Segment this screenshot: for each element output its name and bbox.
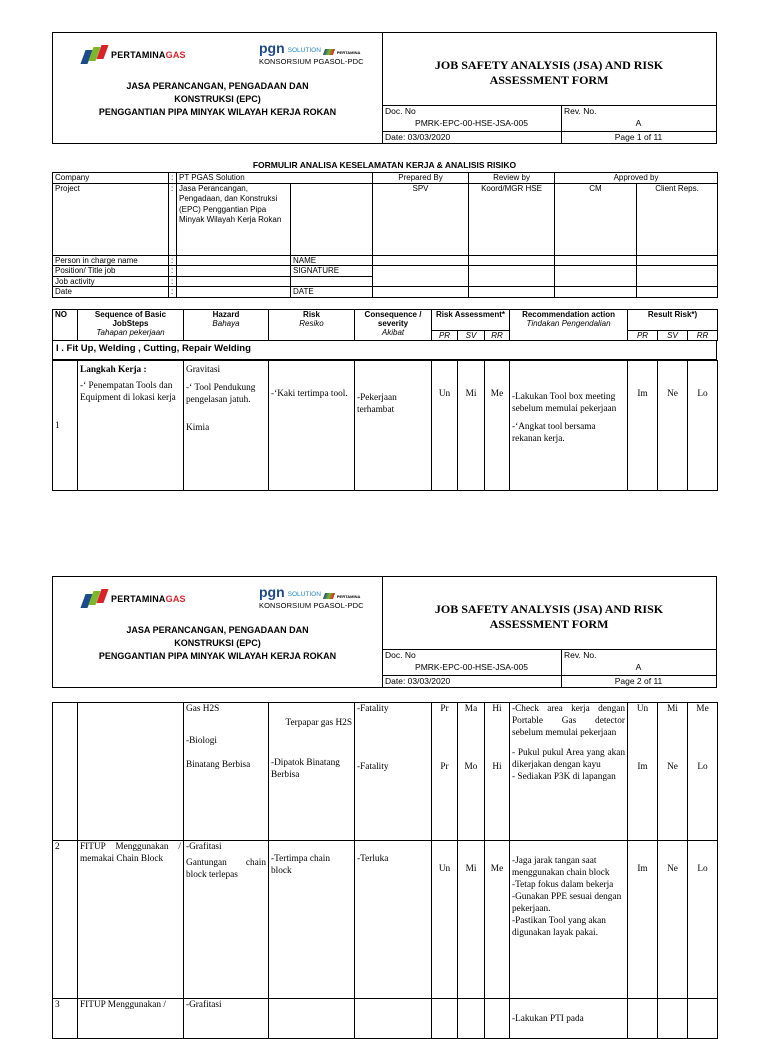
result-pr-cell: Im (628, 361, 658, 491)
result-sv-header: SV (658, 331, 688, 341)
name-koord[interactable] (469, 255, 555, 266)
epc-line-1: JASA PERANCANGAN, PENGADAAN DAN (126, 625, 309, 635)
table-row (53, 361, 718, 491)
rev-value: A (635, 662, 642, 672)
pr-cell: Un (432, 841, 458, 999)
sv-value: Ma (464, 704, 478, 714)
name-cm[interactable] (555, 255, 637, 266)
konsorsium-text: KONSORSIUM PGASOL-PDC (259, 57, 364, 66)
result-rr-value: Lo (697, 762, 708, 772)
pr-value: Pr (440, 762, 449, 772)
result-sv-cell: Ne (658, 841, 688, 999)
date-field[interactable] (177, 287, 291, 298)
hazard-header-en: Hazard (212, 310, 240, 319)
result-rr-cell (688, 999, 718, 1039)
pertamina-logo-text: PERTAMINA (111, 50, 166, 60)
table-row (53, 841, 718, 999)
doc-no-value: PMRK-EPC-00-HSE-JSA-005 (415, 118, 528, 128)
pr-cell: Un (432, 361, 458, 491)
company-label: Company (53, 173, 169, 184)
hazard-cell (184, 361, 269, 491)
signature-koord[interactable] (469, 266, 555, 287)
position-label: Position/ Title job (53, 266, 169, 277)
form-title-line-1: JOB SAFETY ANALYSIS (JSA) AND RISK (434, 58, 664, 72)
project-title (53, 624, 382, 663)
recommendation-text: -‘Angkat tool bersama rekanan kerja. (512, 422, 596, 444)
result-pr-cell (628, 999, 658, 1039)
doc-no-label: Doc. No (385, 650, 416, 660)
pgn-solution-text: SOLUTION (287, 591, 321, 598)
name-client[interactable] (637, 255, 718, 266)
project-value: Jasa Perancangan, Pengadaan, dan Konstruksi (EPC) Penggantian Pipa Minyak Wilayah Kerja Rokan (177, 183, 291, 255)
form-title (382, 602, 716, 632)
rr-header: RR (485, 331, 510, 341)
jsa-body-table-1 (52, 360, 718, 491)
pgn-logo-text: pgn (259, 40, 285, 56)
date-label: Date (53, 287, 169, 298)
epc-line-3: PENGGANTIAN PIPA MINYAK WILAYAH KERJA ROKAN (98, 651, 337, 661)
step-text: -‘ Penempatan Tools dan Equipment di lokasi kerja (80, 381, 176, 403)
sv-cell (458, 999, 485, 1039)
recommendation-text: -Check area kerja dengan Portable Gas detector sebelum memulai pekerjaan (512, 704, 625, 738)
form-title-line-1: JOB SAFETY ANALYSIS (JSA) AND RISK (434, 602, 664, 616)
project-title (53, 80, 382, 119)
colon: : (169, 173, 177, 184)
step-cell: FITUP Menggunakan / memakai Chain Block (78, 841, 184, 999)
activity-value[interactable] (177, 276, 291, 287)
page-number: Page 1 of 11 (614, 132, 663, 142)
blank-cell (291, 276, 373, 287)
rev-label: Rev. No. (564, 650, 597, 660)
doc-no-row (382, 105, 716, 131)
hazard-text: Binatang Berbisa (186, 760, 251, 770)
result-pr-header: PR (628, 331, 658, 341)
epc-line-1: JASA PERANCANGAN, PENGADAAN DAN (126, 81, 309, 91)
colon: : (169, 266, 177, 277)
epc-line-3: PENGGANTIAN PIPA MINYAK WILAYAH KERJA ROKAN (98, 107, 337, 117)
info-table (52, 172, 718, 298)
result-sv-cell (658, 703, 688, 841)
hazard-text: -‘ Tool Pendukung pengelasan jatuh. (186, 383, 256, 405)
koord-cell: Koord/MGR HSE (469, 183, 555, 255)
form-title-line-2: ASSESSMENT FORM (489, 73, 609, 87)
risk-header-en: Risk (303, 310, 320, 319)
date-koord[interactable] (469, 287, 555, 298)
consequence-header (355, 310, 432, 341)
rev-label: Rev. No. (564, 106, 597, 116)
date-spv[interactable] (373, 287, 469, 298)
pgn-solution-logo (259, 41, 379, 66)
step-cell: FITUP Menggunakan / (78, 999, 184, 1039)
consequence-cell: -Terluka (355, 841, 432, 999)
konsorsium-text: KONSORSIUM PGASOL-PDC (259, 601, 364, 610)
pgn-solution-text: SOLUTION (287, 47, 321, 54)
recommendation-header (510, 310, 628, 341)
client-cell: Client Reps. (637, 183, 718, 255)
recommendation-cell: -Lakukan PTI pada (510, 999, 628, 1039)
doc-no-value: PMRK-EPC-00-HSE-JSA-005 (415, 662, 528, 672)
epc-line-2: KONSTRUKSI (EPC) (174, 94, 261, 104)
recommendation-header-en: Recommendation action (522, 310, 615, 319)
hazard-cell: -Grafitasi (184, 999, 269, 1039)
result-sv-value: Mi (667, 704, 678, 714)
result-rr-cell: Lo (688, 361, 718, 491)
pertamina-logo-icon (81, 45, 107, 65)
rr-cell (485, 703, 510, 841)
sv-cell: Mi (458, 841, 485, 999)
seq-header (78, 310, 184, 341)
prepared-by-label: Prepared By (373, 173, 469, 184)
pertamina-logo-gas: GAS (165, 594, 186, 604)
activity-label: Job activity (53, 276, 169, 287)
hazard-text: -Grafitasi (186, 842, 222, 852)
result-rr-header: RR (688, 331, 718, 341)
pgn-pertamina-text: PERTAMINA (336, 594, 361, 599)
hazard-text: Gravitasi (186, 365, 221, 375)
sv-cell: Mi (458, 361, 485, 491)
signature-label: SIGNATURE (291, 266, 373, 277)
row-no: 1 (53, 361, 78, 491)
section-1-title: I . Fit Up, Welding , Cutting, Repair Welding (52, 340, 717, 360)
date-sign-label: DATE (291, 287, 373, 298)
result-pr-cell (628, 703, 658, 841)
recommendation-header-id: Tindakan Pengendalian (526, 319, 611, 328)
form-title-line-2: ASSESSMENT FORM (489, 617, 609, 631)
recommendation-text: - Pukul pukul Area yang akan dikerjakan dengan kayu (512, 748, 625, 770)
risk-cell: -Tertimpa chain block (269, 841, 355, 999)
sv-value: Mo (464, 762, 478, 772)
result-rr-cell (688, 703, 718, 841)
result-sv-cell (658, 999, 688, 1039)
review-by-label: Review by (469, 173, 555, 184)
signature-client[interactable] (637, 266, 718, 287)
approved-by-label: Approved by (555, 173, 718, 184)
pr-cell (432, 999, 458, 1039)
epc-line-2: KONSTRUKSI (EPC) (174, 638, 261, 648)
rr-cell: Me (485, 841, 510, 999)
doc-no-label: Doc. No (385, 106, 416, 116)
name-spv[interactable] (373, 255, 469, 266)
hazard-text: -Biologi (186, 736, 217, 746)
rr-cell: Me (485, 361, 510, 491)
page-number: Page 2 of 11 (614, 676, 663, 686)
risk-text: -Dipatok Binatang Berbisa (271, 758, 340, 780)
rev-value: A (635, 118, 642, 128)
risk-header-id: Resiko (299, 319, 324, 328)
recommendation-text: -Gunakan PPE sesuai dengan pekerjaan. (512, 892, 622, 914)
pertamina-logo-gas: GAS (165, 50, 186, 60)
hazard-text: Gantungan chain block terlepas (186, 858, 266, 880)
form-title (382, 58, 716, 88)
company-value: PT PGAS Solution (177, 173, 373, 184)
seq-header-en: Sequence of Basic JobSteps (94, 310, 167, 328)
header-right (382, 577, 716, 687)
date-value: Date: 03/03/2020 (385, 676, 451, 686)
recommendation-text: - Sediakan P3K di lapangan (512, 772, 616, 782)
pertamina-logo-icon (81, 589, 107, 609)
jsa-header-table (52, 309, 718, 341)
pr-header: PR (432, 331, 458, 341)
pgn-logo-text: pgn (259, 584, 285, 600)
recommendation-text: -Lakukan Tool box meeting sebelum memulai pekerjaan (512, 392, 617, 414)
header-left (53, 33, 383, 143)
consequence-header-en: Consequence / severity (364, 310, 422, 328)
header-left (53, 577, 383, 687)
step-cell (78, 361, 184, 491)
page-header-1 (52, 32, 717, 144)
recommendation-cell (510, 361, 628, 491)
result-sv-value: Ne (667, 762, 678, 772)
step-cell (78, 703, 184, 841)
recommendation-cell (510, 703, 628, 841)
result-rr-cell: Lo (688, 841, 718, 999)
result-risk-header: Result Risk*) (628, 310, 718, 331)
hazard-header-id: Bahaya (212, 319, 240, 328)
risk-assessment-header: Risk Assessment* (432, 310, 510, 331)
pr-value: Pr (440, 704, 449, 714)
pertamina-logo-text: PERTAMINA (111, 594, 166, 604)
recommendation-text: -Pastikan Tool yang akan digunakan layak pakai. (512, 916, 606, 938)
consequence-cell (355, 703, 432, 841)
recommendation-text: -Tetap fokus dalam bekerja (512, 880, 614, 890)
colon: : (169, 276, 177, 287)
pic-value[interactable] (177, 255, 291, 266)
hazard-text: Gas H2S (186, 704, 220, 714)
date-row (382, 675, 716, 687)
date-cm[interactable] (555, 287, 637, 298)
row-no: 2 (53, 841, 78, 999)
risk-cell (269, 999, 355, 1039)
rr-value: Hi (492, 704, 502, 714)
pr-cell (432, 703, 458, 841)
date-client[interactable] (637, 287, 718, 298)
result-rr-value: Me (696, 704, 709, 714)
formulir-title: FORMULIR ANALISA KESELAMATAN KERJA & ANALISIS RISIKO (252, 160, 517, 170)
seq-header-id: Tahapan pekerjaan (96, 328, 165, 337)
sv-cell (458, 703, 485, 841)
date-row (382, 131, 716, 143)
hazard-cell (184, 841, 269, 999)
pertamina-small-icon (323, 593, 335, 599)
risk-header (269, 310, 355, 341)
langkah-label: Langkah Kerja : (80, 365, 147, 375)
signature-cm[interactable] (555, 266, 637, 287)
date-value: Date: 03/03/2020 (385, 132, 451, 142)
row-no (53, 703, 78, 841)
colon: : (169, 287, 177, 298)
pgn-pertamina-text: PERTAMINA (336, 50, 361, 55)
colon: : (169, 183, 177, 255)
result-pr-value: Un (636, 704, 649, 714)
colon: : (169, 255, 177, 266)
blank-cell (291, 183, 373, 255)
page-header-2 (52, 576, 717, 688)
doc-no-row (382, 649, 716, 675)
recommendation-cell (510, 841, 628, 999)
consequence-text: -Fatality (357, 704, 389, 714)
jsa-body-table-2 (52, 702, 718, 1039)
project-label: Project (53, 183, 169, 255)
spv-cell: SPV (373, 183, 469, 255)
pertamina-gas-logo (81, 589, 186, 609)
consequence-cell: -Pekerjaan terhambat (355, 361, 432, 491)
pic-label: Person in charge name (53, 255, 169, 266)
signature-spv[interactable] (373, 266, 469, 287)
result-sv-cell: Ne (658, 361, 688, 491)
name-label: NAME (291, 255, 373, 266)
risk-text: Terpapar gas H2S (285, 718, 352, 728)
pgn-solution-logo (259, 585, 379, 610)
rr-value: Hi (492, 762, 502, 772)
consequence-header-id: Akibat (381, 328, 405, 337)
result-pr-cell: Im (628, 841, 658, 999)
risk-cell (269, 703, 355, 841)
position-value[interactable] (177, 266, 291, 277)
pertamina-gas-logo (81, 45, 186, 65)
sv-header: SV (458, 331, 485, 341)
table-row (53, 703, 718, 841)
recommendation-text: -Jaga jarak tangan saat menggunakan chain block (512, 856, 610, 878)
pertamina-small-icon (323, 49, 335, 55)
consequence-cell (355, 999, 432, 1039)
hazard-text: Kimia (186, 423, 210, 433)
risk-cell: -‘Kaki tertimpa tool. (269, 361, 355, 491)
hazard-header (184, 310, 269, 341)
table-row (53, 999, 718, 1039)
cm-cell: CM (555, 183, 637, 255)
rr-cell (485, 999, 510, 1039)
no-header: NO (53, 310, 78, 341)
row-no: 3 (53, 999, 78, 1039)
consequence-text: -Fatality (357, 762, 389, 772)
result-pr-value: Im (637, 762, 648, 772)
header-right (382, 33, 716, 143)
hazard-cell (184, 703, 269, 841)
